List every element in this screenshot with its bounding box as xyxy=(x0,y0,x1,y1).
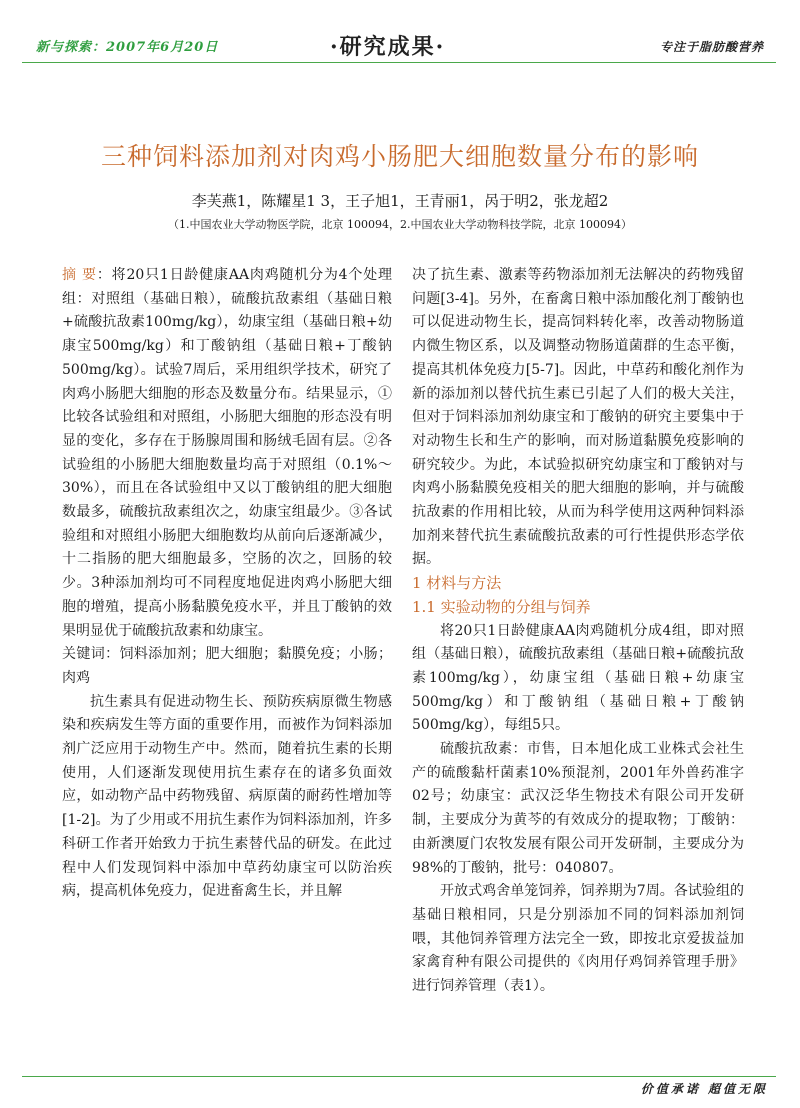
abstract xyxy=(62,264,392,643)
header-right: 专注于脂肪酸营养 xyxy=(659,40,764,54)
para-grouping: 将20只1日龄健康AA肉鸡随机分成4组，即对照组（基础日粮），硫酸抗敌素组（基础日粮+硫酸抗敌素100mg/kg），幼康宝组（基础日粮+幼康宝500mg/kg）和丁酸钠组（基础日粮+丁酸钠500mg/kg），每组5只。 xyxy=(412,622,744,734)
para-additives: 硫酸抗敌素：市售，日本旭化成工业株式会社生产的硫酸黏杆菌素10%预混剂，2001年外兽药准字02号；幼康宝：武汉泛华生物技术有限公司开发研制，主要成分为黄芩的有效成分的提取物；丁酸钠：由新澳厦门农牧发展有限公司开发研制，主要成分为98%的丁酸钠，批号：040807。 xyxy=(412,741,744,876)
section-heading-1: 1 材料与方法 xyxy=(412,574,502,593)
keywords: 关键词：饲料添加剂；肥大细胞；黏膜免疫；小肠；肉鸡 xyxy=(62,646,392,686)
abstract-text: ：将20只1日龄健康AA肉鸡随机分为4个处理组：对照组（基础日粮），硫酸抗敌素组（基础日粮+硫酸抗敌素100mg/kg），幼康宝组（基础日粮+幼康宝500mg/kg）和丁酸钠组（基础日粮+丁酸钠500mg/kg）。试验7周后，采用组织学技术，研究了肉鸡小肠肥大细胞的形态及数量分布。结果显示，①比较各试验组和对照组，小肠肥大细胞的形态没有明显的变化，多存在于肠腺周围和肠绒毛固有层。②各试验组的小肠肥大细胞数量均高于对照组（0.1%～30%），而且在各试验组中又以丁酸钠组的肥大细胞数最多，硫酸抗敌素组次之，幼康宝组最少。③各试验组和对照组小肠肥大细胞数均从前向后逐渐减少，十二指肠的肥大细胞最多，空肠的次之，回肠的较少。3种添加剂均可不同程度地促进肉鸡小肠肥大细胞的增殖，提高小肠黏膜免疫水平，并且丁酸钠的效果明显优于硫酸抗敌素和幼康宝。 xyxy=(62,267,392,639)
para-feeding: 开放式鸡舍单笼饲养，饲养期为7周。各试验组的基础日粮相同，只是分别添加不同的饲料添加剂饲喂，其他饲养管理方法完全一致，即按北京爱拔益加家禽育种有限公司提供的《肉用仔鸡饲养管理手册》进行饲养管理（表1）。 xyxy=(412,883,744,995)
header-rule xyxy=(22,62,776,63)
right-column xyxy=(412,264,744,999)
footer-slogan: 价值承诺 超值无限 xyxy=(640,1082,768,1096)
left-column xyxy=(62,264,392,904)
intro-right: 决了抗生素、激素等药物添加剂无法解决的药物残留问题[3-4]。另外，在畜禽日粮中添加酸化剂丁酸钠也可以促进动物生长，提高饲料转化率，改善动物肠道内微生物区系，以及调整动物肠道菌群的生态平衡，提高其机体免疫力[5-7]。因此，中草药和酸化剂作为新的添加剂以替代抗生素已引起了人们的极大关注，但对于饲料添加剂幼康宝和丁酸钠的研究主要集中于对动物生长和生产的影响，而对肠道黏膜免疫影响的研究较少。为此，本试验拟研究幼康宝和丁酸钠对与肉鸡小肠黏膜免疫相关的肥大细胞的影响，并与硫酸抗敌素的作用相比较，从而为科学使用这两种饲料添加剂来替代抗生素硫酸抗敌素的可行性提供形态学依据。 xyxy=(412,267,744,568)
header-left: 新与探索：2007年6月20日 xyxy=(36,40,219,55)
authors: 李芙燕1，陈耀星1 3，王子旭1，王青丽1，呙于明2，张龙超2 xyxy=(191,192,609,210)
header-center: ·研究成果· xyxy=(330,34,446,60)
section-heading-1-1: 1.1 实验动物的分组与饲养 xyxy=(412,597,591,616)
footer-rule xyxy=(22,1076,776,1077)
article-title: 三种饲料添加剂对肉鸡小肠肥大细胞数量分布的影响 xyxy=(100,142,699,171)
affiliation: （1.中国农业大学动物医学院，北京 100094，2.中国农业大学动物科技学院，北京 100094） xyxy=(168,218,632,231)
abstract-label: 摘 要 xyxy=(62,267,97,283)
intro-left: 抗生素具有促进动物生长、预防疾病原微生物感染和疾病发生等方面的重要作用，而被作为饲料添加剂广泛应用于动物生产中。然而，随着抗生素的长期使用，人们逐渐发现使用抗生素存在的诸多负面效应，如动物产品中药物残留、病原菌的耐药性增加等[1-2]。为了少用或不用抗生素作为饲料添加剂，许多科研工作者开始致力于抗生素替代品的研发。在此过程中人们发现饲料中添加中草药幼康宝可以防治疾病，提高机体免疫力，促进畜禽生长，并且解 xyxy=(62,693,392,900)
